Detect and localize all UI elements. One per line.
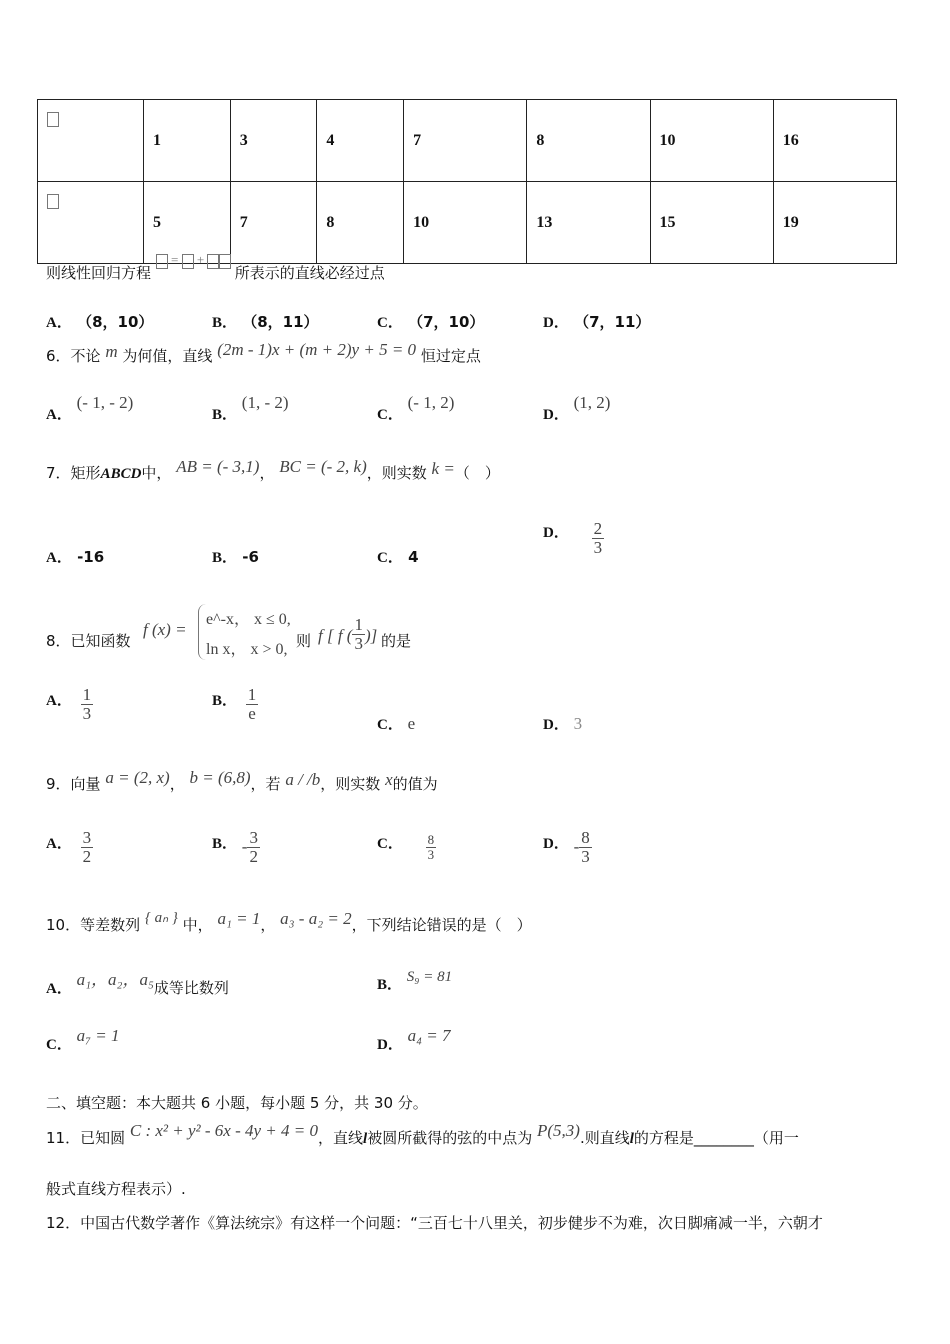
option-math: a₁，a₂，a₅ [76,970,154,989]
circle-equation: C : x² + y² - 6x - 4y + 4 = 0 [129,1121,319,1140]
q9-text: ，若 [250,775,281,793]
option-label: A． [46,550,72,566]
q9-option-a[interactable] [46,829,93,866]
var-x: x [385,770,393,789]
q9-text: ，则实数 [320,775,381,793]
q8-expression [318,615,378,653]
q5-option-c[interactable] [377,311,484,332]
vector-b: b = (6,8) [189,768,251,787]
q7-stem [46,457,500,483]
option-text: e [407,714,416,733]
option-label: A． [46,407,72,423]
q8-option-d[interactable] [543,713,582,734]
option-label: D． [543,315,569,331]
vector-bc: BC = (- 2, k) [279,457,367,476]
q10-option-c[interactable] [46,1026,120,1054]
fraction [579,829,592,866]
table-cell: 4 [317,100,404,182]
vector-ab: AB = (- 3,1) [176,457,260,476]
q10-text: 等差数列 [80,916,141,934]
condition-1: a₁ = 1 [217,909,261,928]
table-cell: 3 [230,100,317,182]
missing-glyph-icon [156,254,168,269]
option-label: D． [543,717,569,733]
row-label-cell [38,182,144,264]
table-cell: 8 [317,182,404,264]
rect-name: ABCD [100,466,142,482]
point-p: P(5,3) [537,1121,580,1140]
condition-2: a₃ - a₂ = 2 [280,909,352,928]
q10-text: ，下列结论错误的是（ ） [351,916,532,934]
question-number: 6． [46,347,71,365]
option-math: S₉ = 81 [406,969,453,985]
table-cell: 10 [404,182,527,264]
q8-option-c[interactable] [377,713,415,734]
q8-option-a[interactable] [46,686,93,723]
q11-text: 被圆所截得的弦的中点为 [367,1129,533,1147]
sequence: { aₙ } [144,910,178,926]
option-label: B． [212,407,238,423]
option-text: -6 [242,548,259,566]
option-label: C． [46,1037,72,1053]
q6-text: 为何值，直线 [122,347,213,365]
question-number: 12． [46,1214,81,1232]
option-math: a₄ = 7 [407,1026,451,1045]
data-table [37,99,897,264]
option-text: 3 [573,714,583,733]
numerator: 3 [82,828,92,847]
q5-stem-suffix: 所表示的直线必经过点 [234,264,385,282]
q10-option-a[interactable] [46,970,229,998]
q8-text: 的是 [381,632,412,650]
q11-text: 已知圆 [80,1129,126,1147]
option-label: A． [46,692,72,709]
denominator: 2 [249,846,258,866]
q11-stem-line2: 般式直线方程表示）. [46,1180,186,1198]
table-cell: 1 [144,100,231,182]
separator: ， [260,916,276,934]
option-text: (- 1, 2) [407,393,455,412]
q6-option-d[interactable] [543,393,611,424]
parallel-relation: a / /b [285,770,321,789]
option-label: C． [377,835,403,852]
q11-text: 的方程是________（用一 [633,1129,799,1147]
option-label: B． [212,550,238,566]
denominator: 3 [354,633,363,653]
sign: - [573,836,580,856]
q9-text: 向量 [70,775,101,793]
table-cell: 10 [650,100,773,182]
fraction [81,686,94,723]
denominator: 3 [82,703,92,723]
q7-text: ，则实数 [366,464,427,482]
section-2-title: 二、填空题：本大题共 6 小题，每小题 5 分，共 30 分。 [46,1094,428,1112]
q9-text: 的值为 [392,775,438,793]
q7-option-d[interactable] [543,520,604,557]
fraction [592,520,605,557]
q7-text: 中， [141,464,172,482]
table-cell: 5 [144,182,231,264]
q11-text: ，直线 [318,1129,364,1147]
q7-option-a[interactable] [46,546,104,567]
missing-glyph-icon [182,254,194,269]
option-text: (- 1, - 2) [76,393,134,412]
denominator: 3 [581,846,590,866]
option-label: D． [543,835,569,852]
table-cell: 7 [230,182,317,264]
numerator: 2 [593,519,603,538]
q10-option-b[interactable] [377,969,453,994]
expr-right: )] [364,625,378,645]
table-cell: 16 [773,100,896,182]
numerator: 1 [247,685,257,704]
table-row [38,100,897,182]
q10-stem [46,909,532,935]
line-l: l [363,1131,368,1147]
option-text: （8，10） [77,313,154,331]
q6-option-b[interactable] [212,393,289,424]
option-text: （7，10） [408,313,485,331]
fraction [247,829,260,866]
table-cell: 7 [404,100,527,182]
option-label: B． [212,315,238,331]
q7-text: （ ） [454,464,500,482]
option-text: 成等比数列 [153,979,229,997]
missing-glyph-icon [219,254,231,269]
option-text: （7，11） [574,313,651,331]
q8-text: 则 [296,632,312,650]
q8-stem-end [296,630,311,651]
q9-option-b[interactable] [212,829,260,866]
q12-stem [46,1212,823,1233]
q6-stem [46,340,481,366]
numerator: 8 [427,832,435,847]
regression-equation-image: = + [156,252,235,267]
vector-a: a = (2, x) [105,768,170,787]
option-label: A． [46,835,72,852]
option-text: （8，11） [242,313,319,331]
option-label: C． [377,407,403,423]
q12-text: 中国古代数学著作《算法统宗》有这样一个问题：“三百七十八里关，初步健步不为难，次日脚痛减一半，六朝才 [80,1214,823,1232]
option-text: 4 [408,548,419,566]
numerator: 8 [581,828,590,847]
row-label-cell [38,100,144,182]
q8-option-b[interactable] [212,686,258,723]
q6-text: 恒过定点 [420,347,481,365]
option-label: B． [212,692,238,709]
q5-option-a[interactable] [46,311,153,332]
table-cell: 19 [773,182,896,264]
option-label: D． [377,1037,403,1053]
fraction [81,829,94,866]
option-label: D． [543,407,569,423]
table-cell: 8 [527,100,650,182]
fraction [352,616,365,653]
option-label: C． [377,717,403,733]
function-f: f (x) = [143,620,187,639]
q6-text: 不论 [70,347,101,365]
piecewise-case-2: ln x， x > 0, [206,641,288,658]
q7-text: 矩形 [70,464,101,482]
option-text: (1, 2) [573,393,611,412]
option-label: B． [212,835,238,852]
q5-stem [46,252,385,283]
option-label: D． [543,524,569,541]
var-k: k = [431,459,455,478]
separator: ， [259,464,275,482]
question-number: 10． [46,916,81,934]
question-number: 8． [46,632,71,650]
option-text: -16 [77,548,105,566]
fraction [246,686,259,723]
q8-stem-start [46,630,131,651]
q10-option-d[interactable] [377,1026,451,1054]
option-label: A． [46,981,72,997]
q6-option-c[interactable] [377,393,455,424]
question-number: 9． [46,775,71,793]
line-equation: (2m - 1)x + (m + 2)y + 5 = 0 [217,340,417,359]
option-label: C． [377,550,403,566]
option-label: C． [377,315,403,331]
q7-option-c[interactable] [377,546,419,567]
denominator: 3 [593,537,603,557]
missing-glyph-icon [207,254,219,269]
piecewise-case-1: e^-x， x ≤ 0, [206,611,291,628]
sign: - [241,836,248,856]
q9-stem [46,768,438,794]
denominator: e [248,703,256,723]
q5-stem-prefix: 则线性回归方程 [46,264,152,282]
numerator: 1 [354,615,363,634]
numerator: 3 [249,828,258,847]
numerator: 1 [82,685,92,704]
expr-left: f [ f ( [318,625,353,645]
q8-text: 已知函数 [70,632,131,650]
q5-option-d[interactable] [543,311,650,332]
q11-text: .则直线 [579,1129,630,1147]
q7-option-b[interactable] [212,546,259,567]
option-label: A． [46,315,72,331]
table-cell: 13 [527,182,650,264]
q9-option-c[interactable] [377,833,436,861]
q9-option-d[interactable] [543,829,592,866]
q6-option-a[interactable] [46,393,134,424]
var-m: m [105,342,118,361]
q10-text: 中， [182,916,213,934]
option-text: (1, - 2) [241,393,289,412]
table-cell: 15 [650,182,773,264]
denominator: 2 [82,846,92,866]
q8-stem-tail [381,630,411,651]
line-l: l [629,1131,634,1147]
question-number: 7． [46,464,71,482]
question-number: 11． [46,1129,81,1147]
missing-glyph-icon [47,194,59,209]
missing-glyph-icon [47,112,59,127]
option-math: a₇ = 1 [76,1026,120,1045]
denominator: 3 [427,846,435,862]
fraction [426,833,437,861]
q11-stem [46,1121,799,1148]
option-label: B． [377,977,403,993]
q5-option-b[interactable] [212,311,319,332]
separator: ， [169,775,185,793]
